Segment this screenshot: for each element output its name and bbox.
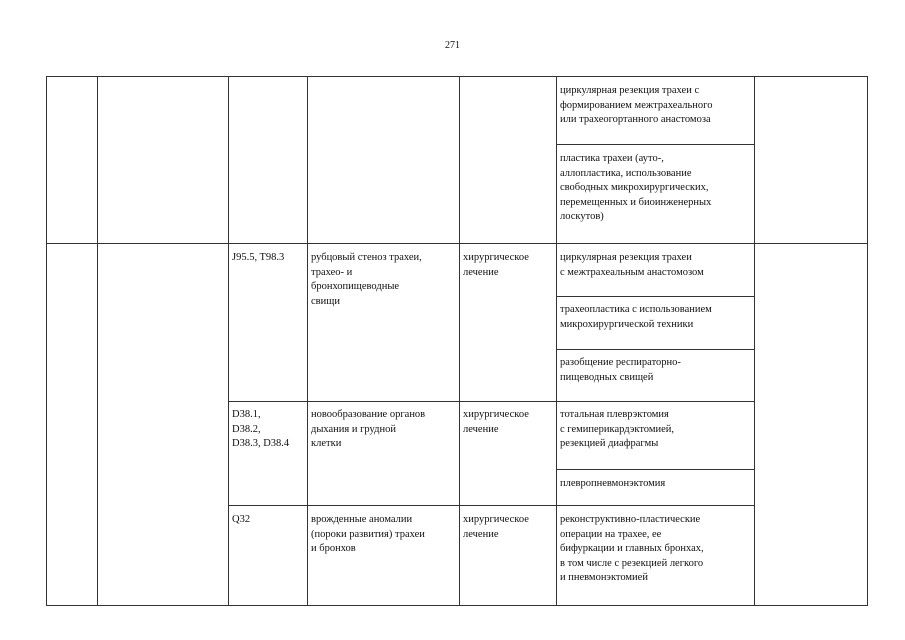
row-divider (46, 243, 868, 244)
treatment-cell: хирургическое лечение (463, 409, 529, 435)
method-cell: тотальная плеврэктомия с гемиперикардэктомией, резекцией диафрагмы (560, 409, 674, 449)
page-number: 271 (445, 40, 460, 51)
column-divider (459, 76, 460, 606)
method-cell: циркулярная резекция трахеи с формированием межтрахеального или трахеогортанного анастомоза (560, 85, 713, 125)
method-cell: пластика трахеи (ауто-, аллопластика, использование свободных микрохирургических, перемещенных и биоинженерных лоскутов) (560, 153, 712, 222)
table-right-border (867, 76, 868, 606)
method-cell: реконструктивно-пластические операции на трахее, ее бифуркации и главных бронхах, в том числе с резекцией легкого и пневмонэктомией (560, 514, 704, 583)
diagnosis-cell: врожденные аномалии (пороки развития) трахеи и бронхов (311, 514, 425, 554)
method-divider (556, 296, 754, 297)
method-divider (556, 349, 754, 350)
method-divider (556, 469, 754, 470)
method-divider (556, 144, 754, 145)
column-divider (754, 76, 755, 606)
table-left-border (46, 76, 47, 606)
method-cell: циркулярная резекция трахеи с межтрахеальным анастомозом (560, 252, 704, 278)
method-cell: разобщение респираторно- пищеводных свищей (560, 357, 681, 383)
icd-code-cell: D38.1, D38.2, D38.3, D38.4 (232, 409, 290, 449)
diagnosis-cell: рубцовый стеноз трахеи, трахео- и бронхопищеводные свищи (311, 252, 422, 307)
method-cell: трахеопластика с использованием микрохирургической техники (560, 304, 712, 330)
icd-code-cell: J95.5, T98.3 (232, 252, 285, 263)
column-divider (556, 76, 557, 606)
diagnosis-cell: новообразование органов дыхания и грудной клетки (311, 409, 426, 449)
method-cell: плевропневмонэктомия (560, 478, 666, 489)
table-top-border (46, 76, 868, 77)
column-divider (228, 76, 229, 606)
column-divider (97, 76, 98, 606)
treatment-cell: хирургическое лечение (463, 514, 529, 540)
column-divider (307, 76, 308, 606)
treatment-cell: хирургическое лечение (463, 252, 529, 278)
table-bottom-border (46, 605, 868, 606)
icd-code-cell: Q32 (232, 514, 251, 525)
